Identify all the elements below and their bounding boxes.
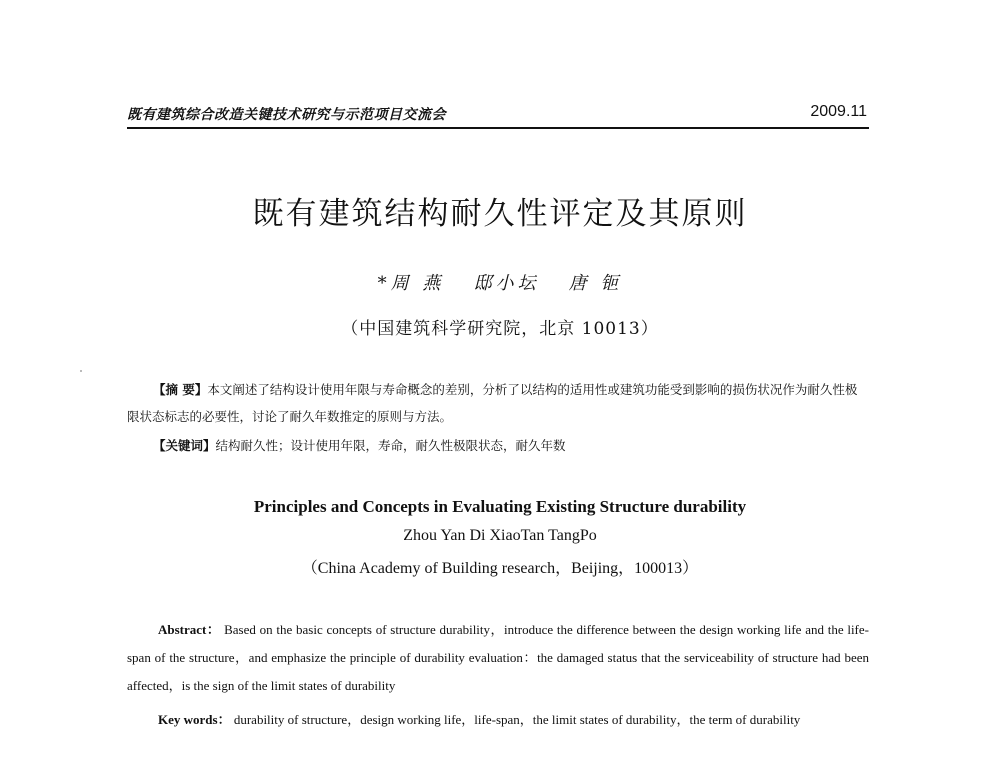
english-keywords	[127, 705, 869, 734]
english-abstract	[127, 616, 869, 700]
chinese-affiliation: （中国建筑科学研究院，北京 10013）	[341, 319, 659, 339]
chinese-keywords-label: 【关键词】	[153, 438, 216, 453]
chinese-abstract-label: 【摘 要】	[153, 382, 208, 397]
english-keywords-label: Key words：	[158, 712, 231, 727]
english-authors: Zhou Yan Di XiaoTan TangPo	[403, 527, 597, 544]
conference-header: 既有建筑综合改造关键技术研究与示范项目交流会	[127, 107, 446, 123]
chinese-keywords	[153, 436, 566, 454]
header-date: 2009.11	[810, 103, 867, 120]
chinese-title: 既有建筑结构耐久性评定及其原则	[252, 196, 748, 232]
english-keywords-text: durability of structure，design working life，life-span，the limit states of durability，the term of durability	[230, 712, 801, 727]
chinese-abstract	[127, 376, 869, 430]
english-affiliation: （China Academy of Building research，Beijing，100013）	[301, 560, 699, 577]
chinese-abstract-text: 本文阐述了结构设计使用年限与寿命概念的差别，分析了以结构的适用性或建筑功能受到影响的损伤状况作为耐久性极限状态标志的必要性，讨论了耐久年数推定的原则与方法。	[127, 382, 858, 424]
english-title: Principles and Concepts in Evaluating Existing Structure durability	[253, 497, 747, 516]
english-abstract-label: Abstract：	[158, 622, 221, 637]
english-abstract-text: Based on the basic concepts of structure durability，introduce the difference between the design working life and the life-span of the structure，and emphasize the principle of durability evaluation：the damaged status that the serviceability of structure had been affected，is the sign of the limit states of durability	[127, 622, 869, 693]
chinese-keywords-text: 结构耐久性；设计使用年限，寿命，耐久性极限状态，耐久年数	[215, 438, 566, 453]
header-divider	[127, 127, 869, 129]
margin-dot	[80, 370, 82, 372]
chinese-authors: *周 燕 邸小坛 唐 钷	[377, 273, 623, 294]
